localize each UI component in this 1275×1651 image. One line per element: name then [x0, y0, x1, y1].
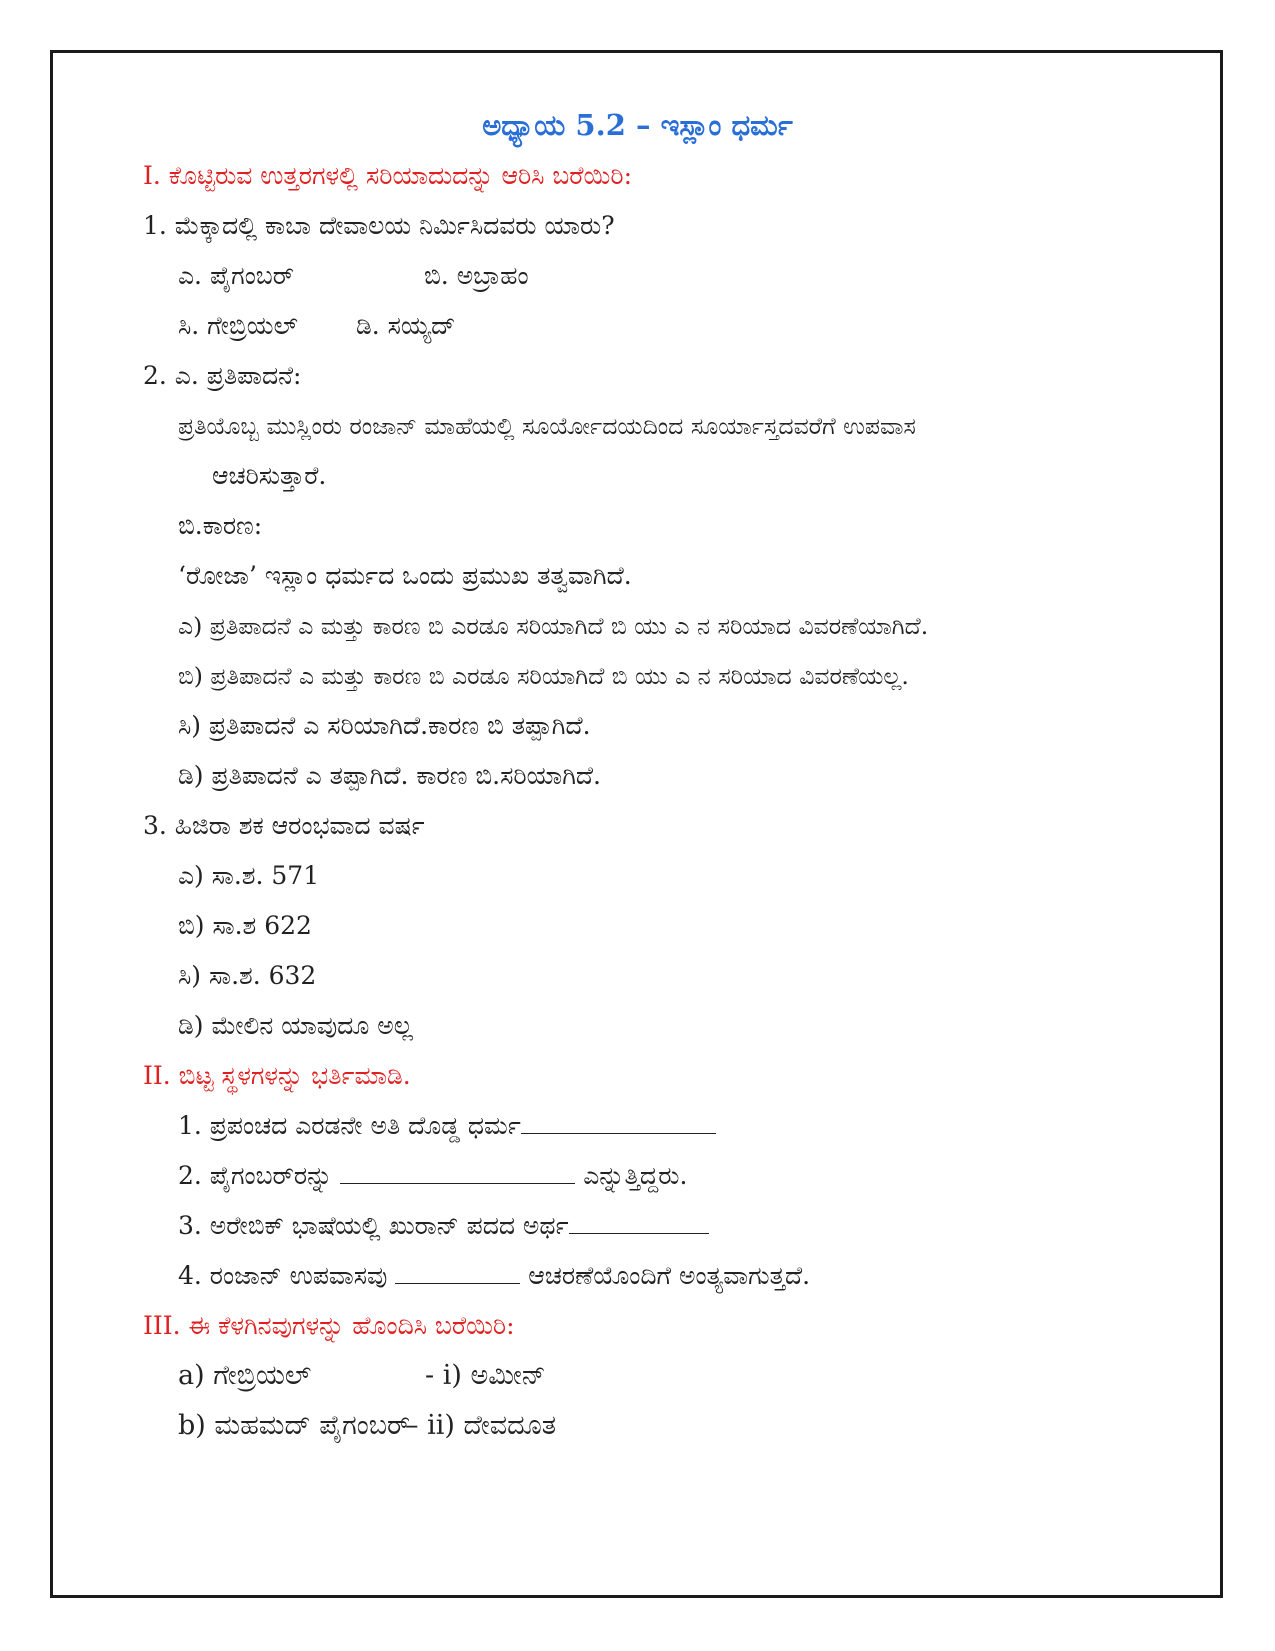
- q2-option-d: ಡಿ) ಪ್ರತಿಪಾದನೆ ಎ ತಪ್ಪಾಗಿದೆ. ಕಾರಣ ಬಿ.ಸರಿಯಾಗಿದೆ.: [178, 761, 601, 790]
- fill-item-3: [178, 1209, 709, 1243]
- q2-statement-line2: ಆಚರಿಸುತ್ತಾರೆ.: [212, 461, 327, 490]
- fill-item-1-text: 1. ಪ್ರಪಂಚದ ಎರಡನೇ ಅತಿ ದೊಡ್ಡ ಧರ್ಮ: [178, 1111, 521, 1140]
- q1-option-b: ಬಿ. ಅಬ್ರಾಹಂ: [424, 261, 529, 290]
- q2-label: 2. ಎ. ಪ್ರತಿಪಾದನೆ:: [143, 361, 302, 390]
- q2-option-a: ಎ) ಪ್ರತಿಪಾದನೆ ಎ ಮತ್ತು ಕಾರಣ ಬಿ ಎರಡೂ ಸರಿಯಾಗಿದೆ ಬಿ ಯು ಎ ನ ಸರಿಯಾದ ವಿವರಣೆಯಾಗಿದೆ.: [178, 612, 929, 640]
- match-row-b-left: b) ಮಹಮದ್ ಪೈಗಂಬರ್: [178, 1410, 411, 1441]
- fill-item-2: [178, 1159, 687, 1193]
- section3-heading: III. ಈ ಕೆಳಗಿನವುಗಳನ್ನು ಹೊಂದಿಸಿ ಬರೆಯಿರಿ:: [143, 1311, 515, 1340]
- fill-blank-1: [521, 1109, 716, 1134]
- match-row-b-right: – ii) ದೇವದೂತ: [405, 1410, 557, 1441]
- q2-option-b: ಬಿ) ಪ್ರತಿಪಾದನೆ ಎ ಮತ್ತು ಕಾರಣ ಬಿ ಎರಡೂ ಸರಿಯಾಗಿದೆ ಬಿ ಯು ಎ ನ ಸರಿಯಾದ ವಿವರಣೆಯಲ್ಲ.: [178, 662, 909, 690]
- fill-item-4-text-pre: 4. ರಂಜಾನ್ ಉಪವಾಸವು: [178, 1261, 388, 1290]
- match-row-a-left: a) ಗೇಬ್ರಿಯಲ್: [178, 1360, 312, 1391]
- fill-item-2-text-pre: 2. ಪೈಗಂಬರ್‌ರನ್ನು: [178, 1161, 333, 1190]
- fill-item-4: [178, 1259, 810, 1293]
- fill-blank-2: [340, 1159, 575, 1184]
- section2-heading: II. ಬಿಟ್ಟ ಸ್ಥಳಗಳನ್ನು ಭರ್ತಿಮಾಡಿ.: [143, 1061, 411, 1090]
- q1-question: 1. ಮೆಕ್ಕಾದಲ್ಲಿ ಕಾಬಾ ದೇವಾಲಯ ನಿರ್ಮಿಸಿದವರು ಯಾರು?: [143, 211, 615, 240]
- page-title: ಅಧ್ಯಾಯ 5.2 – ಇಸ್ಲಾಂ ಧರ್ಮ: [482, 108, 793, 142]
- fill-item-4-text-post: ಆಚರಣೆಯೊಂದಿಗೆ ಅಂತ್ಯವಾಗುತ್ತದೆ.: [528, 1261, 811, 1290]
- fill-blank-4: [395, 1259, 520, 1284]
- fill-item-1: [178, 1109, 716, 1143]
- match-row-a-right: - i) ಅಮೀನ್: [425, 1360, 546, 1391]
- q1-option-d: ಡಿ. ಸಯ್ಯದ್: [356, 311, 456, 340]
- q3-question: 3. ಹಿಜಿರಾ ಶಕ ಆರಂಭವಾದ ವರ್ಷ: [143, 811, 425, 840]
- q2-statement-line1: ಪ್ರತಿಯೊಬ್ಬ ಮುಸ್ಲಿಂರು ರಂಜಾನ್ ಮಾಹೆಯಲ್ಲಿ ಸೂರ್ಯೋದಯದಿಂದ ಸೂರ್ಯಾಸ್ತದವರೆಗೆ ಉಪವಾಸ: [178, 412, 916, 440]
- q2-option-c: ಸಿ) ಪ್ರತಿಪಾದನೆ ಎ ಸರಿಯಾಗಿದೆ.ಕಾರಣ ಬಿ ತಪ್ಪಾಗಿದೆ.: [178, 711, 591, 740]
- q3-option-d: ಡಿ) ಮೇಲಿನ ಯಾವುದೂ ಅಲ್ಲ: [178, 1011, 413, 1040]
- q2-reason: ‘ರೋಜಾ’ ಇಸ್ಲಾಂ ಧರ್ಮದ ಒಂದು ಪ್ರಮುಖ ತತ್ವವಾಗಿದೆ.: [178, 561, 632, 590]
- section1-heading: I. ಕೊಟ್ಟಿರುವ ಉತ್ತರಗಳಲ್ಲಿ ಸರಿಯಾದುದನ್ನು ಆರಿಸಿ ಬರೆಯಿರಿ:: [143, 161, 633, 190]
- fill-blank-3: [569, 1209, 709, 1234]
- q1-option-a: ಎ. ಪೈಗಂಬರ್: [178, 261, 295, 290]
- fill-item-3-text: 3. ಅರೇಬಿಕ್ ಭಾಷೆಯಲ್ಲಿ ಖುರಾನ್ ಪದದ ಅರ್ಥ: [178, 1211, 569, 1240]
- q3-option-c: ಸಿ) ಸಾ.ಶ. 632: [178, 961, 317, 990]
- q3-option-a: ಎ) ಸಾ.ಶ. 571: [178, 861, 320, 890]
- q2-reason-label: ಬಿ.ಕಾರಣ:: [178, 511, 263, 540]
- fill-item-2-text-post: ಎನ್ನುತ್ತಿದ್ದರು.: [583, 1161, 688, 1190]
- q3-option-b: ಬಿ) ಸಾ.ಶ 622: [178, 911, 312, 940]
- q1-option-c: ಸಿ. ಗೇಬ್ರಿಯಲ್: [178, 311, 298, 340]
